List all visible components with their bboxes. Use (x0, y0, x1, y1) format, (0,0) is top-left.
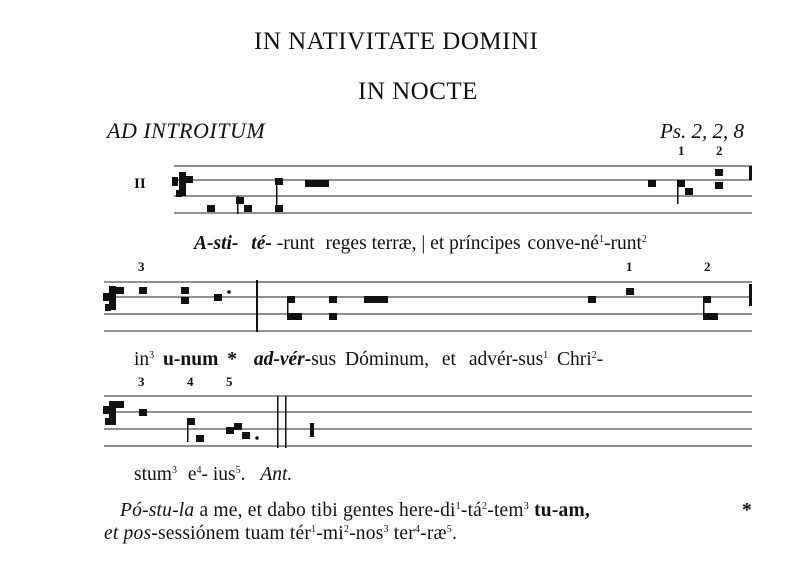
neume (242, 432, 250, 439)
verse-text: -tá (460, 500, 483, 521)
lyric-syllable: ad-vér- (253, 349, 312, 370)
neume (715, 182, 723, 189)
lyric-word: conve-$né^1-runt^2$ (527, 233, 647, 254)
lyric-word: príncipes (449, 233, 521, 254)
lyric-word: stum$^3$ (134, 464, 177, 485)
lyric-syllable: té- (251, 233, 272, 254)
verse-line-2: et pos-sessiónem tuam $tér^1-mi^2-nos^3$ $ter^4-ræ^5$. (104, 523, 458, 544)
section-label: AD INTROITUM (107, 118, 266, 143)
neume (185, 176, 193, 183)
verse-line-1: Pó-stu-la a me, et dabo tibi gentes here-$di^1-tá^2-tem^3$ tu-am, (120, 500, 590, 521)
verse-text: ter (388, 523, 415, 544)
custos (310, 423, 314, 437)
lyric-word: $in^3$ (134, 349, 155, 370)
neume-stem (677, 180, 679, 204)
antiphon-label: Ant. (260, 464, 293, 485)
verse-incipit: et pos (104, 523, 152, 544)
neume (181, 297, 189, 304)
neume-number: 2 (716, 143, 723, 158)
lyric-star: * (227, 349, 237, 370)
neume (181, 287, 189, 294)
neume (380, 296, 388, 303)
neume (364, 296, 372, 303)
page-subtitle: IN NOCTE (358, 78, 478, 105)
neume (313, 180, 321, 187)
neume-number: 5 (226, 374, 233, 389)
neume-stem (187, 418, 189, 442)
bar-line (256, 280, 258, 332)
lyric-syllable: sus (311, 349, 337, 370)
neume (207, 205, 215, 212)
double-bar (285, 396, 287, 448)
neume-number: 3 (138, 374, 145, 389)
neume (715, 169, 723, 176)
lyric-word: Chri$^2$- (557, 349, 604, 370)
neume (214, 294, 222, 301)
verse-text: -ræ (420, 523, 447, 544)
lyric-word: Dóminum, (345, 349, 429, 370)
neume (372, 296, 380, 303)
neume-stem (703, 296, 705, 320)
lyric-word: u-num (163, 349, 219, 370)
double-bar (277, 396, 279, 448)
mora-dot (227, 290, 231, 294)
mode-label: II (134, 176, 146, 192)
lyric-line (134, 349, 603, 371)
neume-stem (237, 196, 239, 214)
lyric-word: $e^4-$ ius$^5$. (187, 464, 246, 485)
verse-text: -sessiónem tuam tér (151, 523, 312, 544)
neume (294, 313, 302, 320)
lyric-syllable: -runt (276, 233, 315, 254)
neume (329, 296, 337, 303)
neume-stem (276, 178, 278, 212)
lyric-bar: | (421, 233, 426, 254)
verse-text: -tem (487, 500, 524, 521)
lyric-word: et (430, 233, 445, 254)
neume (139, 287, 147, 294)
verse-star: * (742, 500, 752, 521)
neume (139, 409, 147, 416)
verse-text: a me, et dabo tibi gentes here-di (194, 500, 456, 521)
neume (648, 180, 656, 187)
mora-dot (255, 436, 259, 440)
staff-1 (174, 166, 752, 213)
neume (588, 296, 596, 303)
verse-text: -nos (349, 523, 384, 544)
verse-text: tu-am, (529, 500, 590, 521)
do-clef (103, 286, 116, 311)
lyric-line (134, 464, 292, 486)
neume (305, 180, 313, 187)
page-title: IN NATIVITATE DOMINI (254, 28, 539, 55)
neume-number: 2 (704, 259, 711, 274)
neume (196, 435, 204, 442)
neume-number: 3 (138, 259, 145, 274)
custos (749, 166, 752, 180)
neume-number: 4 (187, 374, 194, 389)
neume (321, 180, 329, 187)
neume (116, 287, 124, 294)
lyric-word: et (441, 349, 456, 370)
lyric-word: reges (325, 233, 367, 254)
neume-number: 1 (678, 143, 685, 158)
neume-stem (287, 296, 289, 320)
neume-number: 1 (626, 259, 633, 274)
verse-incipit: Pó-stu-la (120, 500, 195, 521)
neume (226, 427, 234, 434)
do-clef (103, 401, 116, 425)
custos (749, 284, 752, 306)
neume (116, 401, 124, 408)
lyric-line (194, 233, 647, 255)
neume (234, 423, 242, 430)
neume (710, 313, 718, 320)
staff-2 (104, 282, 752, 331)
do-clef (172, 172, 186, 197)
neume (329, 313, 337, 320)
psalm-reference: Ps. 2, 2, 8 (660, 119, 744, 143)
lyric-word: terræ, (371, 233, 417, 254)
neume (685, 188, 693, 195)
verse-text: . (451, 523, 458, 544)
lyric-word: advér-sus$^1$ (468, 349, 549, 370)
neume (626, 288, 634, 295)
verse-text: -mi (316, 523, 344, 544)
neume (244, 205, 252, 212)
lyric-syllable: A-sti- (194, 233, 239, 254)
